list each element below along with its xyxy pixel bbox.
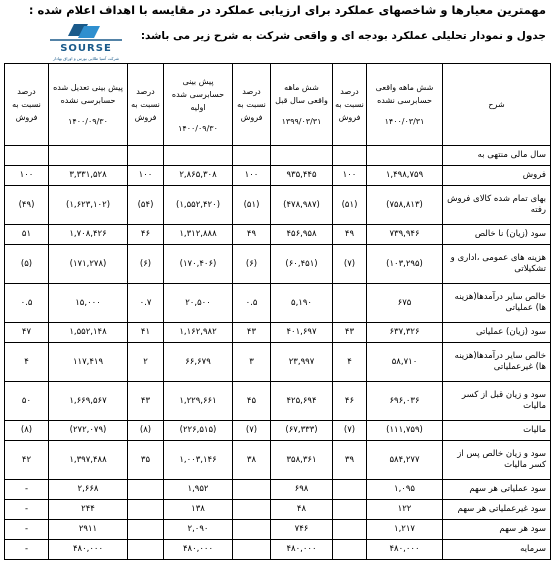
table-cell: [271, 146, 333, 166]
table-cell: (۵): [5, 245, 49, 284]
column-header: [367, 64, 443, 146]
table-cell: ۴۵: [233, 382, 271, 421]
table-cell: ۴: [333, 343, 367, 382]
financial-table: [4, 63, 551, 560]
column-header: [49, 64, 128, 146]
table-cell: ۴۸۰,۰۰۰: [367, 540, 443, 560]
table-cell: ۱,۴۹۸,۷۵۹: [367, 166, 443, 186]
table-cell: ۷۳۹,۹۴۶: [367, 225, 443, 245]
table-cell: (۴۷۸,۹۸۷): [271, 186, 333, 225]
table-cell: ۴: [5, 343, 49, 382]
table-cell: ۴۸۰,۰۰۰: [164, 540, 233, 560]
table-cell: ۵۸۴,۲۷۷: [367, 441, 443, 480]
table-cell: ۱,۰۰۳,۱۴۶: [164, 441, 233, 480]
column-header: [128, 64, 164, 146]
table-header-row: [5, 64, 551, 146]
table-cell: (۱,۵۵۲,۴۲۰): [164, 186, 233, 225]
table-cell: ۴۳: [233, 323, 271, 343]
table-cell: [128, 146, 164, 166]
table-cell: ۵,۱۹۰: [271, 284, 333, 323]
table-cell: ۴۹: [333, 225, 367, 245]
table-cell: ۰.۷: [128, 284, 164, 323]
table-cell: ۵۰: [5, 382, 49, 421]
table-cell: ۶۹۸: [271, 480, 333, 500]
row-label: سود غیرعملیاتی هر سهم: [443, 500, 551, 520]
table-cell: ۴۱: [128, 323, 164, 343]
table-cell: [333, 520, 367, 540]
table-cell: ۲۴۴: [49, 500, 128, 520]
table-cell: (۴۹): [5, 186, 49, 225]
table-cell: ۲۳,۹۹۷: [271, 343, 333, 382]
column-header-title: شش ماهه واقعی حسابرسی نشده: [375, 83, 434, 105]
table-cell: ۴۳: [333, 323, 367, 343]
row-label: مالیات: [443, 421, 551, 441]
table-row: [5, 146, 551, 166]
table-cell: [128, 500, 164, 520]
table-cell: ۴۲۵,۶۹۴: [271, 382, 333, 421]
table-cell: ۲: [128, 343, 164, 382]
table-cell: ۲,۶۶۸: [49, 480, 128, 500]
table-cell: (۵۴): [128, 186, 164, 225]
table-cell: -: [5, 500, 49, 520]
table-cell: ۶۷۵: [367, 284, 443, 323]
table-cell: ۱,۳۹۷,۴۸۸: [49, 441, 128, 480]
table-cell: [333, 500, 367, 520]
table-cell: [233, 540, 271, 560]
row-label: سود (زیان) نا خالص: [443, 225, 551, 245]
table-cell: -: [5, 480, 49, 500]
table-row: [5, 343, 551, 382]
row-label: هزینه های عمومی ،اداری و تشکیلاتی: [443, 245, 551, 284]
table-cell: (۱,۶۲۳,۱۰۲): [49, 186, 128, 225]
table-cell: ۴۹: [233, 225, 271, 245]
row-label: سود عملیاتی هر سهم: [443, 480, 551, 500]
table-cell: (۱۷۱,۲۷۸): [49, 245, 128, 284]
table-cell: (۷): [333, 421, 367, 441]
table-cell: ۱۰۰: [128, 166, 164, 186]
column-header: [164, 64, 233, 146]
table-cell: ۴۸۰,۰۰۰: [49, 540, 128, 560]
table-cell: ۱,۲۲۹,۶۶۱: [164, 382, 233, 421]
table-cell: ۲,۸۶۵,۳۰۸: [164, 166, 233, 186]
row-label: سرمایه: [443, 540, 551, 560]
table-row: [5, 382, 551, 421]
column-header-date: ۱۴۰۰/۰۹/۳۰: [68, 117, 108, 126]
table-cell: [49, 146, 128, 166]
table-cell: ۱,۶۶۹,۵۶۷: [49, 382, 128, 421]
table-row: [5, 441, 551, 480]
table-row: [5, 186, 551, 225]
table-cell: (۷۵۸,۸۱۳): [367, 186, 443, 225]
table-row: [5, 166, 551, 186]
row-label: خالص سایر درآمدها(هزینه ها) غیرعملیاتی: [443, 343, 551, 382]
table-cell: ۱,۲۱۷: [367, 520, 443, 540]
table-cell: ۶۶,۶۷۹: [164, 343, 233, 382]
table-cell: ۰.۵: [233, 284, 271, 323]
table-cell: ۳: [233, 343, 271, 382]
table-cell: (۲۷۲,۰۷۹): [49, 421, 128, 441]
table-cell: [233, 480, 271, 500]
table-cell: ۴۸: [271, 500, 333, 520]
table-cell: ۱,۵۵۲,۱۴۸: [49, 323, 128, 343]
table-cell: ۱,۱۶۲,۹۸۲: [164, 323, 233, 343]
column-header-title: شرح: [488, 100, 505, 109]
table-cell: ۱۲۲: [367, 500, 443, 520]
column-header-title: پیش بینی تعدیل شده حسابرسی نشده: [53, 83, 123, 105]
table-cell: [333, 540, 367, 560]
page-heading: مهمترین معیارها و شاخصهای عملکرد برای ارزیابی عملکرد در مقایسه با اهداف اعلام شده :: [28, 3, 546, 17]
row-label: فروش: [443, 166, 551, 186]
column-header: [333, 64, 367, 146]
row-label: سود (زیان) عملیاتی: [443, 323, 551, 343]
table-cell: ۱۱۷,۴۱۹: [49, 343, 128, 382]
column-header: [5, 64, 49, 146]
table-cell: [333, 146, 367, 166]
table-cell: (۱۷۰,۴۰۶): [164, 245, 233, 284]
table-cell: ۴۸۰,۰۰۰: [271, 540, 333, 560]
table-cell: (۶): [128, 245, 164, 284]
table-cell: ۵۱: [5, 225, 49, 245]
table-cell: [233, 500, 271, 520]
table-cell: ۶۳۷,۳۲۶: [367, 323, 443, 343]
table-row: [5, 323, 551, 343]
table-cell: ۳,۳۳۱,۵۲۸: [49, 166, 128, 186]
table-cell: [333, 284, 367, 323]
table-row: [5, 421, 551, 441]
column-header-title: درصد نسبت به فروش: [12, 87, 41, 122]
column-header-title: شش ماهه واقعی سال قبل: [275, 83, 328, 105]
row-label: بهای تمام شده کالای فروش رفته: [443, 186, 551, 225]
table-cell: (۸): [5, 421, 49, 441]
table-cell: -: [5, 540, 49, 560]
table-cell: ۲۰,۵۰۰: [164, 284, 233, 323]
table-cell: (۶۷,۳۳۳): [271, 421, 333, 441]
table-cell: ۴۶: [333, 382, 367, 421]
table-cell: ۱۵,۰۰۰: [49, 284, 128, 323]
table-cell: (۱۰۳,۲۹۵): [367, 245, 443, 284]
table-cell: (۵۱): [233, 186, 271, 225]
logo-caption: شرکت آسیا طلایی بورس و اوراق بهادار: [52, 56, 120, 61]
column-header-title: درصد نسبت به فروش: [237, 87, 266, 122]
table-cell: ۳۹: [333, 441, 367, 480]
table-row: [5, 480, 551, 500]
table-subheading: جدول و نمودار تحلیلی عملکرد بودجه ای و واقعی شرکت به شرح زیر می باشد:: [140, 30, 546, 42]
row-label: سود هر سهم: [443, 520, 551, 540]
table-cell: (۷): [233, 421, 271, 441]
column-header-title: درصد نسبت به فروش: [131, 87, 160, 122]
table-cell: ۰.۵: [5, 284, 49, 323]
table-row: [5, 540, 551, 560]
table-row: [5, 500, 551, 520]
table-cell: ۱۰۰: [233, 166, 271, 186]
column-header-title: درصد نسبت به فروش: [335, 87, 364, 122]
table-cell: [233, 520, 271, 540]
table-cell: ۴۳: [128, 382, 164, 421]
table-cell: ۴۰۱,۶۹۷: [271, 323, 333, 343]
table-cell: ۱۰۰: [5, 166, 49, 186]
column-header-date: ۱۴۰۰/۰۹/۳۰: [178, 123, 218, 133]
table-cell: ۴۶: [128, 225, 164, 245]
table-cell: (۲۲۶,۵۱۵): [164, 421, 233, 441]
column-header-date: ۱۴۰۰/۰۳/۳۱: [384, 117, 425, 126]
table-cell: (۸): [128, 421, 164, 441]
row-label: خالص سایر درآمدها(هزینه ها) عملیاتی: [443, 284, 551, 323]
table-cell: -: [5, 520, 49, 540]
table-cell: (۷): [333, 245, 367, 284]
table-cell: [233, 146, 271, 166]
table-row: [5, 284, 551, 323]
table-cell: [164, 146, 233, 166]
column-header: [233, 64, 271, 146]
row-label: سود و زیان خالص پس از کسر مالیات: [443, 441, 551, 480]
table-cell: ۱,۹۵۲: [164, 480, 233, 500]
table-cell: ۳۸: [233, 441, 271, 480]
table-cell: ۹۳۵,۴۴۵: [271, 166, 333, 186]
column-header: [443, 64, 551, 146]
table-cell: ۲,۰۹۰: [164, 520, 233, 540]
table-cell: ۱۰۰: [333, 166, 367, 186]
table-cell: [5, 146, 49, 166]
table-cell: ۱,۳۱۲,۸۸۸: [164, 225, 233, 245]
table-row: [5, 225, 551, 245]
table-cell: ۱,۰۹۵: [367, 480, 443, 500]
table-cell: (۶): [233, 245, 271, 284]
table-cell: ۱,۷۰۸,۴۲۶: [49, 225, 128, 245]
table-cell: ۴۷: [5, 323, 49, 343]
logo-text: SOURSE: [60, 43, 112, 54]
table-cell: ۳۵: [128, 441, 164, 480]
table-cell: [128, 520, 164, 540]
table-cell: ۵۸,۷۱۰: [367, 343, 443, 382]
table-cell: ۱۳۸: [164, 500, 233, 520]
row-label: سال مالی منتهی به: [443, 146, 551, 166]
table-cell: [128, 480, 164, 500]
table-cell: [333, 480, 367, 500]
table-row: [5, 245, 551, 284]
table-cell: ۳۵۸,۳۶۱: [271, 441, 333, 480]
company-logo: [44, 22, 128, 56]
table-cell: ۴۲: [5, 441, 49, 480]
table-cell: ۴۵۶,۹۵۸: [271, 225, 333, 245]
table-cell: (۶۰,۴۵۱): [271, 245, 333, 284]
table-cell: (۱۱۱,۷۵۹): [367, 421, 443, 441]
table-cell: (۵۱): [333, 186, 367, 225]
table-cell: [367, 146, 443, 166]
table-cell: ۷۴۶: [271, 520, 333, 540]
table-cell: ۶۹۶,۰۳۶: [367, 382, 443, 421]
table-cell: ۲۹۱۱: [49, 520, 128, 540]
table-cell: [128, 540, 164, 560]
row-label: سود و زیان قبل از کسر مالیات: [443, 382, 551, 421]
column-header-title: پیش بینی حسابرسی شده اولیه: [171, 76, 225, 112]
column-header-date: ۱۳۹۹/۰۳/۳۱: [281, 117, 322, 126]
column-header: [271, 64, 333, 146]
table-row: [5, 520, 551, 540]
